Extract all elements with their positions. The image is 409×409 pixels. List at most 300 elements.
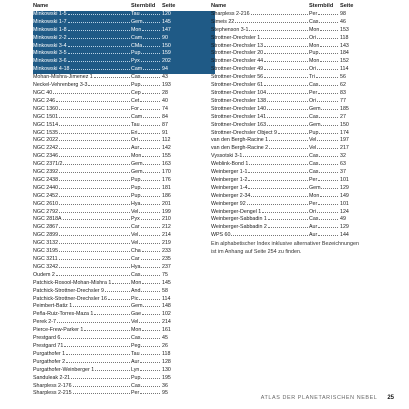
- object-name: Minkowski 3-5: [33, 50, 131, 58]
- page-ref: 152: [340, 58, 349, 65]
- page-ref: 181: [162, 184, 171, 191]
- object-name: Neckel-Vehrenberg 3-3: [33, 82, 131, 90]
- page-ref: 235: [162, 256, 171, 262]
- object-name: Strottner-Drechsler 1: [211, 35, 309, 43]
- constellation: Gae: [131, 311, 161, 319]
- page-ref: 49: [340, 216, 346, 223]
- table-row: [33, 224, 215, 232]
- table-row: [211, 106, 393, 114]
- object-name: Strottner-Drechsler 56: [211, 74, 309, 82]
- constellation: Cas: [131, 272, 161, 280]
- object-name: Patchick-Strottner-Drechsler 16: [33, 296, 131, 304]
- table-row: [211, 82, 393, 90]
- object-name: NGC 40: [33, 90, 131, 98]
- constellation: Ori: [309, 209, 339, 217]
- object-name: Simeis 22: [211, 19, 309, 27]
- table-row: [33, 19, 215, 27]
- constellation: Tau: [131, 11, 161, 19]
- page-footer: [0, 395, 394, 401]
- object-name: NGC 2438: [33, 177, 131, 185]
- table-row: [33, 240, 215, 248]
- page-ref: 94: [162, 66, 168, 73]
- object-name: NGC 2346: [33, 153, 131, 161]
- table-row: [33, 248, 215, 256]
- table-row: [211, 98, 393, 106]
- page-ref: 185: [340, 105, 349, 112]
- page-ref: 142: [162, 145, 171, 152]
- table-row: [33, 185, 215, 193]
- object-name: NGC 246: [33, 98, 131, 106]
- constellation: Cas: [309, 153, 339, 161]
- constellation: Aur: [131, 359, 161, 367]
- page-ref: 118: [340, 34, 349, 41]
- page-ref: 214: [162, 319, 171, 326]
- object-name: Weinberger 1-1: [211, 169, 309, 177]
- column-header: [33, 3, 215, 11]
- constellation: Cam: [131, 114, 161, 122]
- constellation: Vel: [131, 319, 161, 327]
- index-note: Ein alphabetischer Index inklusive alternativer Bezeichnungen ist im Anhang auf Seite 254 zu finden.: [211, 241, 360, 255]
- constellation: Mon: [131, 153, 161, 161]
- object-name: Purgathofer 2: [33, 359, 131, 367]
- object-name: Peimbert-Batiz 1: [33, 303, 131, 311]
- constellation: Mon: [309, 27, 339, 35]
- page-ref: 170: [162, 169, 171, 176]
- table-row: [33, 335, 215, 343]
- page-ref: 144: [340, 232, 349, 239]
- table-row: [33, 43, 215, 51]
- object-name: Weinberger 2-34: [211, 193, 309, 201]
- page-ref: 174: [340, 129, 349, 136]
- page-ref: 95: [162, 390, 168, 397]
- page-ref: 118: [162, 350, 171, 357]
- object-name: NGC 1501: [33, 114, 131, 122]
- page-ref: 129: [340, 224, 349, 231]
- page-ref: 120: [162, 10, 171, 17]
- header-name: Name: [33, 3, 49, 9]
- object-name: Strottner-Drechsler 140: [211, 106, 309, 114]
- table-row: [211, 201, 393, 209]
- object-name: NGC 2392: [33, 169, 131, 177]
- header-constellation: Sternbild: [309, 3, 334, 9]
- constellation: Cas: [309, 161, 339, 169]
- page-ref: 145: [162, 279, 171, 286]
- constellation: Cas: [131, 74, 161, 82]
- table-row: [33, 153, 215, 161]
- constellation: Gem: [131, 169, 161, 177]
- object-name: NGC 3242: [33, 264, 131, 272]
- object-name: Vyssotski 3-1: [211, 153, 309, 161]
- page-number: 25: [387, 395, 394, 401]
- page-ref: 128: [162, 358, 171, 365]
- constellation: Vel: [131, 209, 161, 217]
- page-ref: 101: [340, 200, 349, 207]
- object-name: NGC 2022: [33, 137, 131, 145]
- page-ref: 163: [162, 161, 171, 168]
- constellation: Ori: [309, 35, 339, 43]
- constellation: Cas: [131, 335, 161, 343]
- constellation: Car: [131, 256, 161, 264]
- page-ref: 45: [162, 335, 168, 342]
- constellation: Pup: [131, 50, 161, 58]
- page-ref: 84: [162, 113, 168, 120]
- footer-title: ATLAS DER PLANETARISCHEN NEBEL: [260, 395, 378, 401]
- page-ref: 214: [162, 232, 171, 239]
- page-ref: 124: [340, 208, 349, 215]
- page-ref: 199: [162, 208, 171, 215]
- page-ref: 46: [340, 18, 346, 25]
- header-name: Name: [211, 3, 227, 9]
- constellation: Aur: [309, 232, 339, 240]
- table-row: [211, 169, 393, 177]
- page-ref: 155: [162, 153, 171, 160]
- object-name: NGC 2792: [33, 209, 131, 217]
- object-name: Strottner-Drechsler 49: [211, 66, 309, 74]
- object-name: Weinberger 1-4: [211, 185, 309, 193]
- page-ref: 197: [340, 137, 349, 144]
- page-ref: 28: [162, 89, 168, 96]
- constellation: Pup: [131, 185, 161, 193]
- constellation: Vel: [309, 145, 339, 153]
- page-ref: 150: [340, 121, 349, 128]
- table-row: [33, 232, 215, 240]
- page-ref: 149: [340, 192, 349, 199]
- table-row: [33, 130, 215, 138]
- constellation: Vel: [131, 232, 161, 240]
- page-ref: 161: [162, 327, 171, 334]
- table-row: [33, 122, 215, 130]
- header-page: Seite: [340, 3, 354, 9]
- table-row: [33, 343, 215, 351]
- page-ref: 98: [340, 10, 346, 17]
- table-row: [33, 280, 215, 288]
- page-ref: 114: [340, 66, 349, 73]
- object-name: NGC 3195: [33, 248, 131, 256]
- table-row: [33, 375, 215, 383]
- object-name: Weinberger 92: [211, 201, 309, 209]
- table-row: [211, 193, 393, 201]
- object-name: NGC 1360: [33, 106, 131, 114]
- page-ref: 40: [162, 97, 168, 104]
- table-row: [211, 74, 393, 82]
- page-ref: 32: [340, 153, 346, 160]
- table-row: [211, 130, 393, 138]
- object-name: Stephenson 3-1: [211, 27, 309, 35]
- constellation: Aur: [309, 224, 339, 232]
- page-ref: 77: [340, 97, 346, 104]
- object-name: Minkowski 1-8: [33, 27, 131, 35]
- object-name: Purgathofer-Weinberger 1: [33, 367, 131, 375]
- constellation: Ori: [309, 66, 339, 74]
- constellation: Vel: [131, 240, 161, 248]
- constellation: Gem: [131, 303, 161, 311]
- page-ref: 27: [340, 113, 346, 120]
- constellation: Pyx: [131, 58, 161, 66]
- constellation: Mon: [131, 327, 161, 335]
- constellation: Pup: [131, 193, 161, 201]
- object-name: Perek 2-7: [33, 319, 131, 327]
- table-row: [33, 11, 215, 19]
- object-name: Prestgard 71: [33, 343, 131, 351]
- page-ref: 184: [340, 50, 349, 57]
- page-ref: 219: [162, 240, 171, 247]
- constellation: Mon: [131, 27, 161, 35]
- constellation: For: [131, 106, 161, 114]
- object-name: Patchick-Strottner-Drechsler 9: [33, 288, 131, 296]
- table-row: [33, 169, 215, 177]
- table-row: [33, 106, 215, 114]
- constellation: Cha: [131, 248, 161, 256]
- constellation: Tau: [131, 122, 161, 130]
- object-name: Weinberger-Sabbadin 1: [211, 216, 309, 224]
- object-name: Oudem 2: [33, 272, 131, 280]
- page-ref: 143: [340, 42, 349, 49]
- table-row: [33, 264, 215, 272]
- page-ref: 36: [162, 382, 168, 389]
- object-name: Patchick-Rosool-Mohan-Mishra 1: [33, 280, 131, 288]
- page-ref: 147: [162, 26, 171, 33]
- table-row: [33, 145, 215, 153]
- constellation: Gem: [131, 19, 161, 27]
- table-row: [211, 153, 393, 161]
- page-ref: 58: [162, 287, 168, 294]
- table-row: [33, 177, 215, 185]
- table-row: [33, 201, 215, 209]
- page-ref: 130: [162, 366, 171, 373]
- table-row: [33, 327, 215, 335]
- table-row: [33, 296, 215, 304]
- object-name: Minkowski 1-7: [33, 19, 131, 27]
- table-row: [33, 311, 215, 319]
- page-ref: 237: [162, 263, 171, 270]
- object-name: Pierce-Frew-Parker 1: [33, 327, 131, 335]
- object-name: Prestgard 6: [33, 335, 131, 343]
- object-name: van den Bergh-Racine 1: [211, 137, 309, 145]
- constellation: Pyx: [131, 216, 161, 224]
- table-row: [211, 232, 393, 240]
- table-row: [211, 43, 393, 51]
- constellation: Cep: [131, 90, 161, 98]
- constellation: CMa: [131, 43, 161, 51]
- page-ref: 145: [162, 18, 171, 25]
- page-ref: 114: [162, 295, 171, 302]
- object-name: Strottner-Drechsler 20: [211, 50, 309, 58]
- index-column-right: [211, 3, 393, 240]
- object-name: Minkowski 4-18: [33, 66, 131, 74]
- page-ref: 202: [162, 58, 171, 65]
- page-ref: 153: [340, 26, 349, 33]
- table-row: [33, 209, 215, 217]
- table-row: [33, 27, 215, 35]
- object-name: van den Bergh-Racine 2: [211, 145, 309, 153]
- object-name: Weinberger-Dengel 1: [211, 209, 309, 217]
- object-name: Weinberger 1-2: [211, 177, 309, 185]
- table-row: [211, 114, 393, 122]
- page-ref: 83: [340, 89, 346, 96]
- page-ref: 37: [340, 169, 346, 176]
- constellation: Gem: [309, 122, 339, 130]
- object-name: Strottner-Drechsler Object 9: [211, 130, 309, 138]
- table-row: [33, 288, 215, 296]
- constellation: Cam: [131, 66, 161, 74]
- constellation: Lyn: [131, 367, 161, 375]
- constellation: Eri: [131, 130, 161, 138]
- constellation: Car: [131, 224, 161, 232]
- table-row: [211, 19, 393, 27]
- table-row: [33, 319, 215, 327]
- object-name: Strottner-Drechsler 44: [211, 58, 309, 66]
- constellation: Cet: [131, 98, 161, 106]
- constellation: Mon: [309, 193, 339, 201]
- object-name: Sanduleak 2-21: [33, 375, 131, 383]
- constellation: Pup: [131, 375, 161, 383]
- constellation: Cas: [309, 169, 339, 177]
- object-name: Strottner-Drechsler 61: [211, 82, 309, 90]
- object-name: NGC 2818A: [33, 216, 131, 224]
- table-row: [33, 82, 215, 90]
- page-ref: 195: [162, 374, 171, 381]
- constellation: Mon: [309, 58, 339, 66]
- page-ref: 233: [162, 248, 171, 255]
- constellation: Vel: [309, 137, 339, 145]
- page-ref: 102: [162, 311, 171, 318]
- object-name: Sharpless 2-216: [211, 11, 309, 19]
- constellation: Aur: [131, 145, 161, 153]
- index-column-left: [33, 3, 215, 398]
- page-ref: 56: [340, 74, 346, 81]
- constellation: Cas: [309, 82, 339, 90]
- page-ref: 193: [162, 82, 171, 89]
- page-ref: 148: [162, 303, 171, 310]
- object-name: NGC 1535: [33, 130, 131, 138]
- page-ref: 159: [162, 50, 171, 57]
- constellation: Cam: [131, 35, 161, 43]
- table-row: [33, 58, 215, 66]
- page-ref: 43: [162, 74, 168, 81]
- constellation: Ori: [131, 137, 161, 145]
- constellation: Tau: [131, 351, 161, 359]
- table-row: [33, 137, 215, 145]
- table-row: [211, 35, 393, 43]
- constellation: Gem: [309, 106, 339, 114]
- constellation: Per: [309, 177, 339, 185]
- page-ref: 212: [162, 224, 171, 231]
- page-ref: 90: [162, 34, 168, 41]
- table-row: [211, 90, 393, 98]
- table-row: [33, 66, 215, 74]
- constellation: Peg: [131, 343, 161, 351]
- object-name: Weblink-Bond 1: [211, 161, 309, 169]
- constellation: Per: [309, 90, 339, 98]
- header-constellation: Sternbild: [131, 3, 156, 9]
- object-name: NGC 2452: [33, 193, 131, 201]
- table-row: [211, 50, 393, 58]
- page-ref: 210: [162, 216, 171, 223]
- table-row: [33, 35, 215, 43]
- column-header: [211, 3, 393, 11]
- constellation: Cas: [309, 19, 339, 27]
- constellation: Per: [309, 11, 339, 19]
- page-ref: 62: [340, 82, 346, 89]
- page-ref: 74: [162, 105, 168, 112]
- constellation: Cas: [131, 383, 161, 391]
- table-row: [211, 209, 393, 217]
- constellation: Gem: [309, 185, 339, 193]
- constellation: Mon: [309, 43, 339, 51]
- page-ref: 186: [162, 192, 171, 199]
- page-ref: 150: [162, 42, 171, 49]
- object-name: NGC 2371/2: [33, 161, 131, 169]
- object-name: NGC 2242: [33, 145, 131, 153]
- page-ref: 129: [340, 184, 349, 191]
- constellation: Per: [131, 390, 161, 398]
- object-name: Purgathofer 1: [33, 351, 131, 359]
- object-name: Minkowski 1-5: [33, 11, 131, 19]
- constellation: Hya: [131, 201, 161, 209]
- object-name: Minkowski 3-4: [33, 43, 131, 51]
- object-name: Minkowski 3-6: [33, 58, 131, 66]
- table-row: [33, 193, 215, 201]
- table-row: [33, 303, 215, 311]
- constellation: Pup: [309, 50, 339, 58]
- table-row: [33, 114, 215, 122]
- object-name: NGC 2899: [33, 232, 131, 240]
- constellation: Tri: [309, 74, 339, 82]
- page-ref: 63: [340, 161, 346, 168]
- constellation: Mon: [131, 280, 161, 288]
- object-name: Peña-Ruiz-Torres-Maza 1: [33, 311, 131, 319]
- object-name: Strottner-Drechsler 163: [211, 122, 309, 130]
- constellation: Gem: [131, 161, 161, 169]
- table-row: [211, 11, 393, 19]
- constellation: Ori: [309, 98, 339, 106]
- table-row: [33, 74, 215, 82]
- page-ref: 87: [162, 121, 168, 128]
- constellation: Per: [309, 201, 339, 209]
- object-name: Minkowski 2-2: [33, 35, 131, 43]
- header-page: Seite: [162, 3, 176, 9]
- table-row: [211, 145, 393, 153]
- table-row: [33, 256, 215, 264]
- table-row: [33, 351, 215, 359]
- table-row: [33, 50, 215, 58]
- page-ref: 217: [340, 145, 349, 152]
- constellation: Pup: [131, 177, 161, 185]
- object-name: NGC 2867: [33, 224, 131, 232]
- table-row: [211, 224, 393, 232]
- object-name: NGC 2610: [33, 201, 131, 209]
- object-name: Strottner-Drechsler 13: [211, 43, 309, 51]
- object-name: Weinberger-Sabbadin 2: [211, 224, 309, 232]
- object-name: Strottner-Drechsler 141: [211, 114, 309, 122]
- constellation: Cas: [309, 216, 339, 224]
- table-row: [33, 90, 215, 98]
- constellation: And: [131, 288, 161, 296]
- object-name: Strottner-Drechsler 138: [211, 98, 309, 106]
- constellation: Pup: [309, 130, 339, 138]
- constellation: Hya: [131, 264, 161, 272]
- page-ref: 176: [162, 176, 171, 183]
- object-name: NGC 3211: [33, 256, 131, 264]
- table-row: [211, 216, 393, 224]
- table-row: [33, 383, 215, 391]
- page-ref: 201: [162, 200, 171, 207]
- table-row: [33, 161, 215, 169]
- table-row: [211, 185, 393, 193]
- object-name: NGC 1514: [33, 122, 131, 130]
- table-row: [211, 122, 393, 130]
- constellation: Pup: [131, 82, 161, 90]
